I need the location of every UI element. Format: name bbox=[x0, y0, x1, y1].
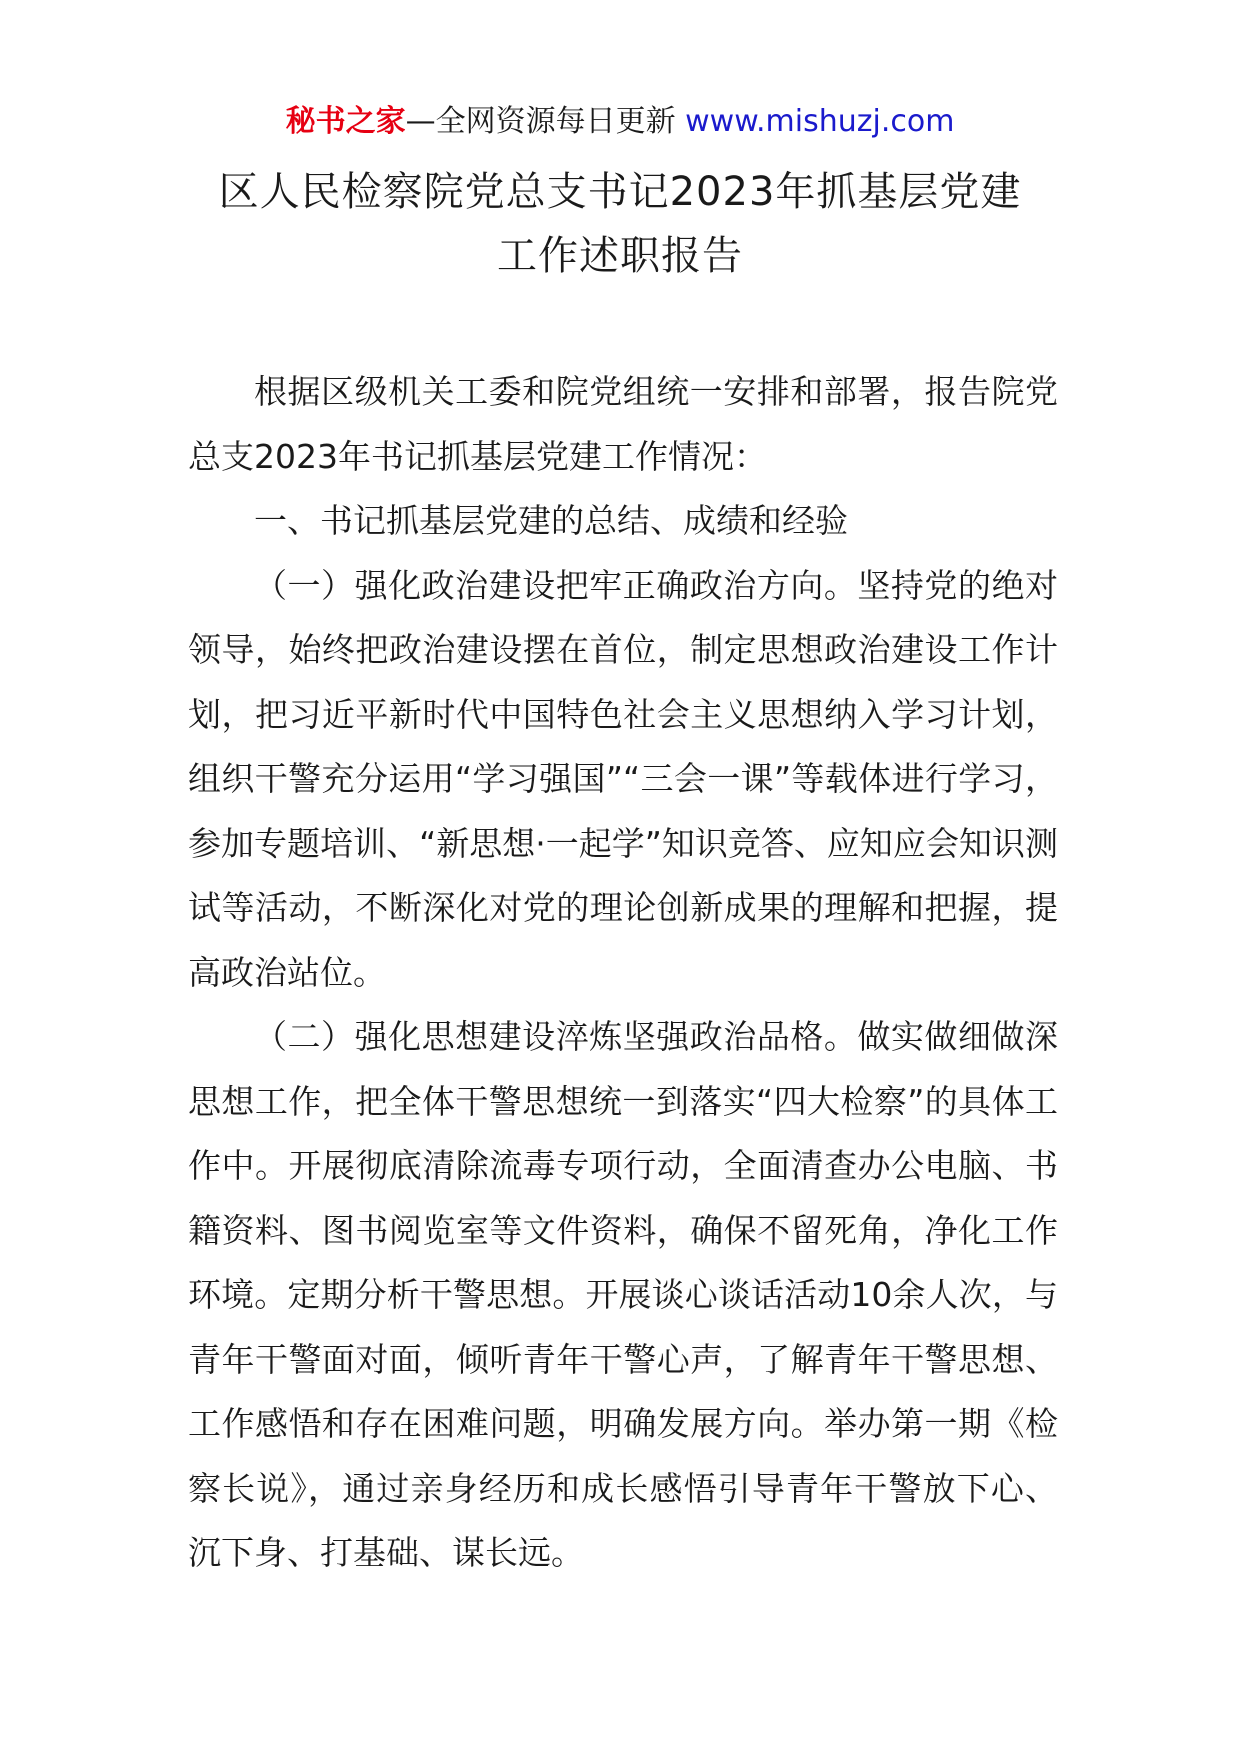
body-paragraph-political: （一）强化政治建设把牢正确政治方向。坚持党的绝对领导，始终把政治建设摆在首位，制定思想政治建设工作计划，把习近平新时代中国特色社会主义思想纳入学习计划，组织干警充分运用“学习强国”“三会一课”等载体进行学习，参加专题培训、“新思想·一起学”知识竞答、应知应会知识测试等活动，不断深化对党的理论创新成果的理解和把握，提高政治站位。 bbox=[188, 565, 1058, 992]
section-heading: 一、书记抓基层党建的总结、成绩和经验 bbox=[254, 501, 848, 540]
title-line-1: 区人民检察院党总支书记2023年抓基层党建 bbox=[218, 169, 1022, 215]
document-body bbox=[188, 360, 1058, 1586]
body-paragraph-ideological: （二）强化思想建设淬炼坚强政治品格。做实做细做深思想工作，把全体干警思想统一到落实“四大检察”的具体工作中。开展彻底清除流毒专项行动，全面清查办公电脑、书籍资料、图书阅览室等文件资料，确保不留死角，净化工作环境。定期分析干警思想。开展谈心谈话活动10余人次，与青年干警面对面，倾听青年干警心声，了解青年干警思想、工作感悟和存在困难问题，明确发展方向。举办第一期《检察长说》，通过亲身经历和成长感悟引导青年干警放下心、沉下身、打基础、谋长远。 bbox=[188, 1017, 1058, 1572]
header-tagline: —全网资源每日更新 bbox=[405, 104, 686, 139]
header-banner bbox=[0, 100, 1240, 144]
brand-name: 秘书之家 bbox=[285, 104, 406, 139]
intro-paragraph: 根据区级机关工委和院党组统一安排和部署，报告院党总支2023年书记抓基层党建工作情况： bbox=[188, 372, 1058, 476]
title-line-2: 工作述职报告 bbox=[497, 233, 743, 279]
site-url-link[interactable]: www.mishuzj.com bbox=[685, 104, 955, 139]
document-title bbox=[150, 160, 1090, 288]
